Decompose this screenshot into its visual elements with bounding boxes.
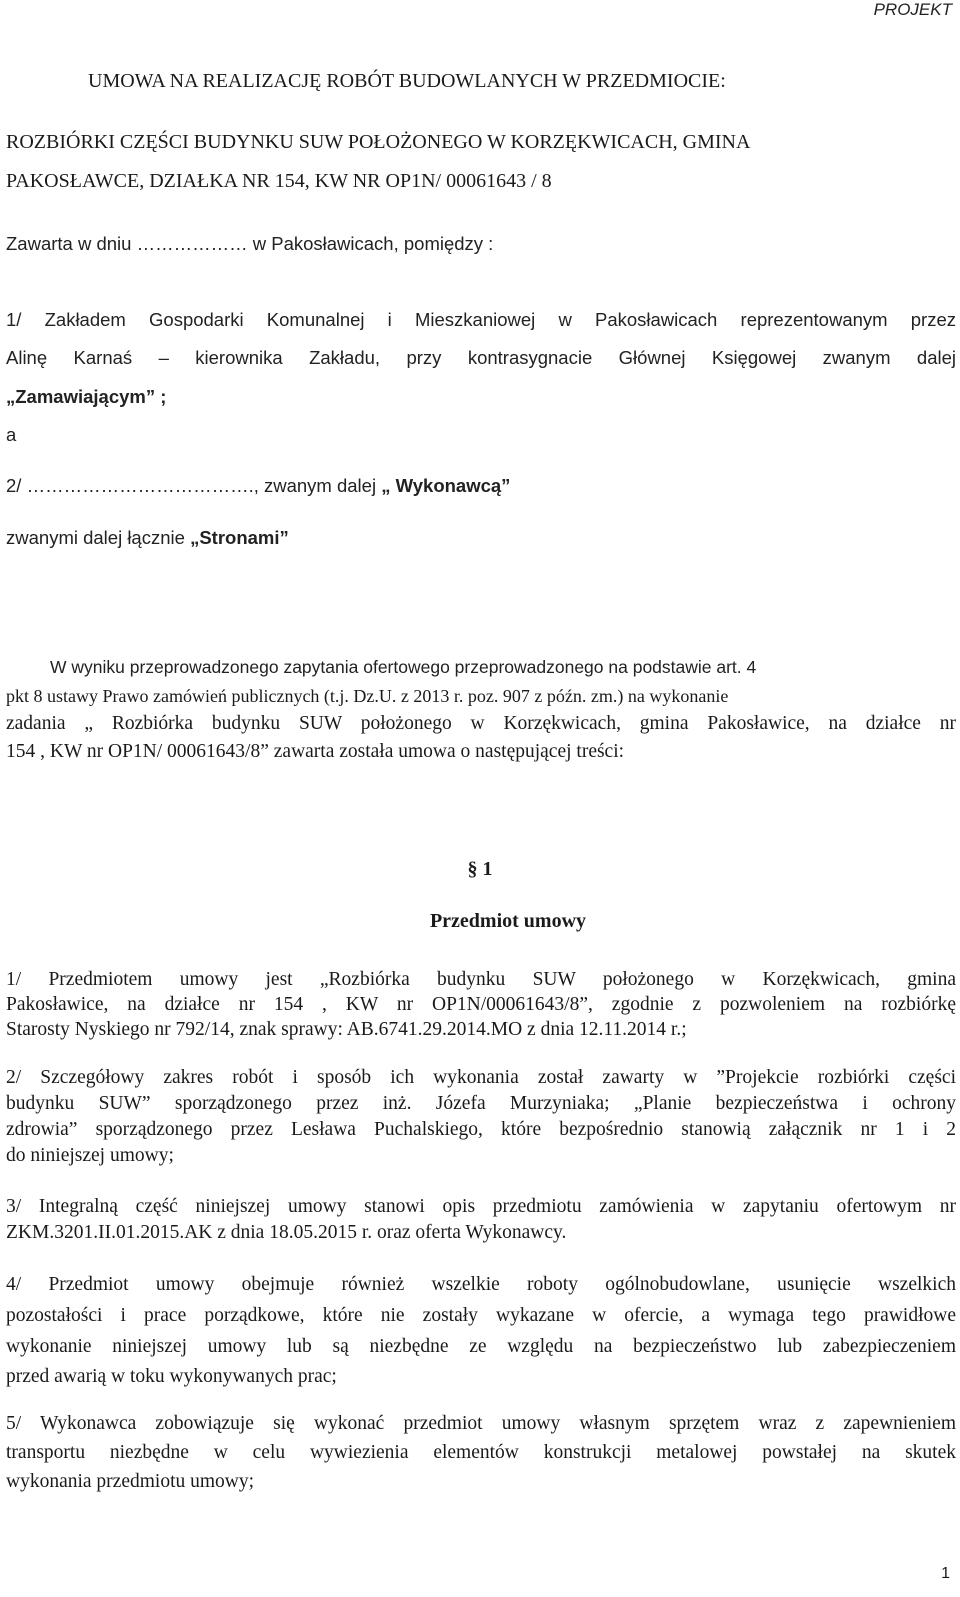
and-conjunction: a	[6, 424, 17, 445]
draft-stamp: PROJEKT	[873, 0, 952, 19]
party2-line	[6, 475, 510, 497]
preamble-line-2: pkt 8 ustawy Prawo zamówień publicznych (t.j. Dz.U. z 2013 r. poz. 907 z późn. zm.) na wykonanie	[6, 686, 729, 706]
clause-1-line-1: 1/ Przedmiotem umowy jest „Rozbiórka budynku SUW położonego w Korzękwicach, gmina	[6, 969, 956, 990]
clause-5-line-2: transportu niezbędne w celu wywiezienia elementów konstrukcji metalowej powstałej na skutek	[6, 1442, 956, 1463]
party1-line-2: Alinę Karnaś – kierownika Zakładu, przy kontrasygnacie Głównej Księgowej zwanym dalej	[6, 347, 956, 368]
party2-prefix: 2/ ………………………………., zwanym dalej	[6, 475, 377, 496]
concluded-date-line: Zawarta w dniu ……………… w Pakosławicach, pomiędzy :	[6, 233, 494, 254]
party2-name: „ Wykonawcą”	[381, 475, 511, 496]
clause-1-line-2: Pakosławice, na działce nr 154 , KW nr OP1N/00061643/8”, zgodnie z pozwoleniem na rozbiórkę	[6, 994, 956, 1015]
clause-2-line-4: do niniejszej umowy;	[6, 1145, 174, 1166]
clause-4-line-4: przed awarią w toku wykonywanych prac;	[6, 1366, 337, 1387]
document-title-line-3: PAKOSŁAWCE, DZIAŁKA NR 154, KW NR OP1N/ 00061643 / 8	[6, 170, 552, 192]
clause-3-line-1: 3/ Integralną część niniejszej umowy stanowi opis przedmiotu zamówienia w zapytaniu ofertowym nr	[6, 1196, 956, 1217]
clause-1-line-3: Starosty Nyskiego nr 792/14, znak sprawy: AB.6741.29.2014.MO z dnia 12.11.2014 r.;	[6, 1019, 687, 1040]
parties-prefix: zwanymi dalej łącznie	[6, 527, 185, 548]
preamble-line-4: 154 , KW nr OP1N/ 00061643/8” zawarta została umowa o następującej treści:	[6, 741, 625, 762]
clause-5-line-3: wykonania przedmiotu umowy;	[6, 1471, 255, 1492]
preamble-line-3: zadania „ Rozbiórka budynku SUW położonego w Korzękwicach, gmina Pakosławice, na działce nr	[6, 713, 956, 734]
clause-4-line-1: 4/ Przedmiot umowy obejmuje również wszelkie roboty ogólnobudowlane, usunięcie wszelkich	[6, 1274, 956, 1295]
parties-name: „Stronami”	[190, 527, 289, 548]
document-title-line-1: UMOWA NA REALIZACJĘ ROBÓT BUDOWLANYCH W PRZEDMIOCIE:	[88, 70, 726, 92]
clause-2-line-2: budynku SUW” sporządzonego przez inż. Józefa Murzyniaka; „Planie bezpieczeństwa i ochrony	[6, 1093, 956, 1114]
clause-4-line-2: pozostałości i prace porządkowe, które nie zostały wykazane w ofercie, a wymaga tego prawidłowe	[6, 1305, 956, 1326]
clause-2-line-1: 2/ Szczegółowy zakres robót i sposób ich wykonania został zawarty w ”Projekcie rozbiórki części	[6, 1067, 956, 1088]
clause-5-line-1: 5/ Wykonawca zobowiązuje się wykonać przedmiot umowy własnym sprzętem wraz z zapewnieniem	[6, 1413, 956, 1434]
section-number: § 1	[467, 858, 493, 880]
party1-line-1: 1/ Zakładem Gospodarki Komunalnej i Mieszkaniowej w Pakosławicach reprezentowanym przez	[6, 309, 956, 330]
parties-line	[6, 527, 289, 549]
clause-4-line-3: wykonanie niniejszej umowy lub są niezbędne ze względu na bezpieczeństwo lub zabezpieczeniem	[6, 1336, 956, 1357]
party1-line-3: „Zamawiającym” ;	[6, 386, 167, 407]
clause-3-line-2: ZKM.3201.II.01.2015.AK z dnia 18.05.2015 r. oraz oferta Wykonawcy.	[6, 1222, 567, 1243]
page-number: 1	[941, 1565, 950, 1582]
clause-2-line-3: zdrowia” sporządzonego przez Lesława Puchalskiego, które bezpośrednio stanowią załącznik nr 1 i 2	[6, 1119, 956, 1140]
section-title: Przedmiot umowy	[429, 910, 587, 932]
document-title-line-2: ROZBIÓRKI CZĘŚCI BUDYNKU SUW POŁOŻONEGO W KORZĘKWICACH, GMINA	[6, 131, 751, 153]
preamble-line-1: W wyniku przeprowadzonego zapytania ofertowego przeprowadzonego na podstawie art. 4	[50, 657, 757, 677]
